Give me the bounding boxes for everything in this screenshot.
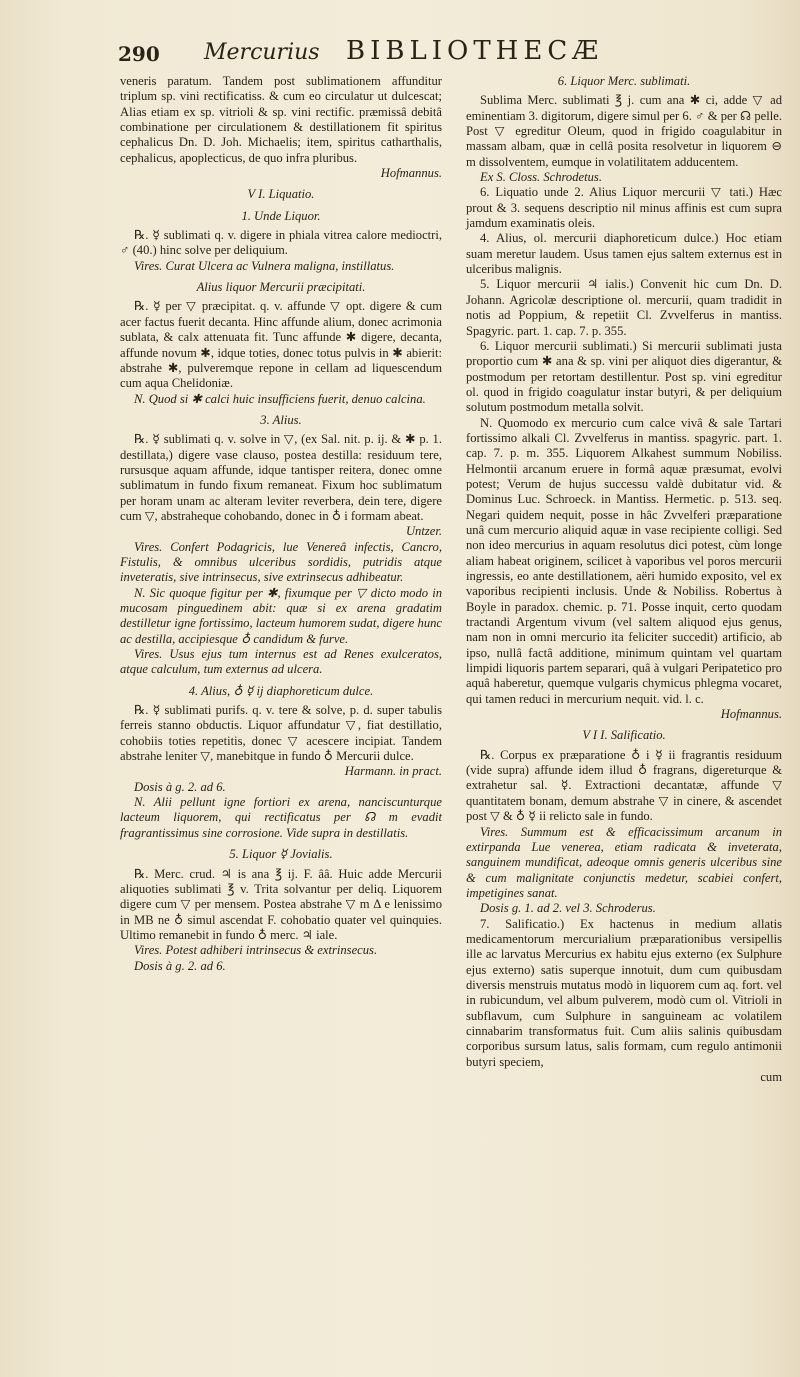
author-attribution: Hofmannus. (720, 707, 782, 722)
nota: N. Quod si ✱ calci huic insufficiens fuerit, denuo calcina. (134, 391, 426, 406)
running-word: Mercurius (204, 40, 320, 65)
commentary: 6. Liquatio unde 2. Alius Liquor mercurii ▽ tati.) Hæc prout & 3. sequens descriptio nil minus affinis est cum supra jamdum examinatis oleis. (466, 185, 782, 231)
commentary: 6. Liquor mercurii sublimati.) Si mercurii sublimati justa proportio cum ✱ ana & sp. vini per aliquot dies digerantur, & postmodum per retortam destillentur. Post sp. vini egreditur ol. quod in frigido coagulatur instar butyri, & per deliquium solutum postmodum metalla solvit. (466, 338, 782, 415)
running-header (118, 34, 770, 74)
vires-note: Vires. Potest adhiberi intrinsecus & extrinsecus. (134, 943, 378, 958)
author-attribution: Hofmannus. (380, 166, 442, 181)
commentary: 4. Alius, ol. mercurii diaphoreticum dulce.) Hoc etiam suam meretur laudem. Usus tamen ejus saltem externus est in ulceribus malignis. (466, 231, 782, 277)
recipe: ℞. ☿ sublimati q. v. digere in phiala vitrea calore medioctri, ♂ (40.) hinc solve per deliquium. (120, 228, 442, 258)
commentary: 5. Liquor mercurii ♃ ialis.) Convenit hic cum Dn. D. Johann. Agricolæ descriptione ol. mercurii, quam tradidit in notis ad Poppium, & repetiit Cl. Zvvelferus in mantiss. Spagyric. part. 1. cap. 7. p. 355. (466, 277, 782, 338)
section-heading: V I. Liquatio. (247, 187, 315, 202)
dosis-note: Dosis à g. 2. ad 6. (134, 779, 226, 794)
section-heading: V I I. Salificatio. (582, 728, 666, 743)
recipe: ℞. ☿ sublimati q. v. solve in ▽, (ex Sal. nit. p. ij. & ✱ p. 1. destillata,) digere vase clauso, postea destilla: residuum tere, rursusque aquam affunde, idque tantisper reitera, donec omne sublimatum in fundo fixum remaneat. Fixum hoc sublimatum per horam unam ac alteram leviter reverbera, dein tere, digere cum ▽, abstraheque cohobando, donec in ♁ i formam abeat. (120, 432, 442, 523)
subsection-heading: 5. Liquor ☿ Jovialis. (229, 847, 333, 862)
author-attribution: Untzer. (405, 524, 442, 539)
dosis-note: Dosis g. 1. ad 2. vel 3. Schroderus. (480, 901, 656, 916)
vires-note: Vires. Usus ejus tum internus est ad Renes exulceratos, atque calculum, tum externus ad ulcera. (120, 647, 442, 677)
subsection-heading: 1. Unde Liquor. (241, 208, 321, 223)
recipe: ℞. ☿ sublimati purifs. q. v. tere & solve, p. d. super tabulis ferreis stanno obductis. Liquor affundatur ▽, fiat destillatio, cohobiis toties repetitis, donec ▽ acescere incipiat. Tandem abstrahe leniter ▽, manebitque in fundo ♁ Mercurii dulce. (120, 703, 442, 764)
vires-note: Vires. Confert Podagricis, lue Venereâ infectis, Cancro, Fistulis, & omnibus ulceribus sordidis, putridis atque inveteratis, sive intrinsecus, sive extrinsecus adhibeatur. (120, 539, 442, 585)
dosis-note: Dosis à g. 2. ad 6. (134, 958, 226, 973)
subsection-heading: 4. Alius, ♁ ☿ ij diaphoreticum dulce. (188, 683, 374, 698)
subsection-heading: Alius liquor Mercurii præcipitati. (196, 280, 366, 295)
subsection-heading: 6. Liquor Merc. sublimati. (557, 74, 691, 88)
left-column (120, 74, 442, 974)
commentary: 7. Salificatio.) Ex hactenus in medium allatis medicamentorum mercurialium præparationibus versipellis ille ac larvatus Mercurius ex habitu ejus externo (ex Sulphure ejus externo) satis superque innotuit, dum cum quibusdam diversis menstruis mutatus modò in liquorem cum aq. fort. vel in rubicundum, vel album pulverem, modò cum ol. Vitrioli in subflavum, cum Sulphure in sanguineam ac volatilem cinnabarim transformatus fuit. Cum aliis salinis quibusdam corporibus sursum latus, salis formam, cum regulo antimonii butyri speciem, (466, 916, 782, 1069)
right-column (466, 74, 782, 1085)
recipe: ℞. Corpus ex præparatione ♁ i ☿ ii fragrantis residuum (vide supra) affunde idem illud ♁ fragrans, digereturque & extrahetur sal. ☿. Extractioni decantatæ, affunde ▽ quantitatem bonam, demum abstrahe ▽ in cinere, & ascendet post ▽ & ♁ ☿ ii relicto sale in fundo. (466, 747, 782, 824)
catchword: cum (760, 1070, 782, 1084)
recipe: ℞. Merc. crud. ♃ is ana ℥ ij. F. ââ. Huic adde Mercurii aliquoties sublimati ℥ v. Trita solvantur per deliq. Liquorem digere cum ▽ per mensem. Postea abstrahe ▽ m Δ e lenissimo in MB ne ♁ simul ascendat F. cohobatio quater vel quinquies. Ultimo remanebit in fundo ♁ merc. ♃ iale. (120, 866, 442, 942)
recipe: Sublima Merc. sublimati ℥ j. cum ana ✱ ci, adde ▽ ad eminentiam 3. digitorum, digere simul per 6. ♂ & per ☊ pelle. Post ▽ egreditur Oleum, quod in frigido coagulabitur in massam albam, quæ in cellâ posita resolvetur in liquorem ⊖ m dissolventem, eumque in volatilitatem adducentem. (466, 93, 782, 169)
author-attribution: Harmann. in pract. (344, 764, 442, 779)
paragraph: veneris paratum. Tandem post sublimationem affunditur triplum sp. vini rectificatiss. & cum eo circulatur ut dulcescat; Alias etiam ex sp. vitrioli & sp. vini rectific. præmissâ debitâ combinatione per circulationem & destillationem fit spiritus cephalicus Dn. D. Joh. Michaelis; item, spiritus catharthalis, cephalicus, apoplecticus, de quo infra pluribus. (120, 74, 442, 165)
nota: N. Sic quoque figitur per ✱, fixumque per ▽ dicto modo in mucosam pinguedinem abit: quæ si ex arena gradatim destilletur igne fortissimo, lacteum humorem sudat, digere hunc ac destilla, accipiesque ♁ candidum & furve. (120, 585, 442, 646)
subsection-heading: 3. Alius. (260, 412, 302, 427)
vires-note: Vires. Summum est & efficacissimum arcanum in extirpanda Lue venerea, etiam radicata & inveterata, sanguinem mundificat, adeoque omnis generis ulceribus sine & cum malignitate conjunctis medetur, scabiei confert, impetigines sanat. (466, 824, 782, 900)
nota: N. Alii pellunt igne fortiori ex arena, nanciscunturque lacteum liquorem, qui rectificatus per ☊ m evadit fragrantissimus sine corrosione. Vide supra in destillatis. (120, 795, 442, 840)
page-number: 290 (118, 42, 160, 66)
source-note: Ex S. Closs. Schrodetus. (480, 170, 602, 185)
running-title: BIBLIOTHECÆ (346, 36, 604, 66)
commentary: N. Quomodo ex mercurio cum calce vivâ & sale Tartari fortissimo alkali Cl. Zvvelferus in mantiss. spagyric. part. 1. cap. 7. p. m. 355. Liquorem Alkahest summum Nobiliss. Helmontii arcanum eruere in formâ aquæ præsumat, evolvi potest; Verum de hujus successu valdè dubitatur vid. & Dominus Luc. Schroeck. in Mantiss. Hermetic. p. 513. seq. Negari quidem nequit, posse in hâc Zvvelferi præparatione unâ cum mercurio aliquid aquæ in vase recipiente colligi. Sed non ideo mercurius in aquam resolutus dici potest, cùm longe aliam habeat originem, scilicet à vaporibus vel poros mercurii ingressis, eo ante destillationem, aëri humido exposito, vel ex vaporibus recipienti inclusis. Unde & Nobiliss. Robertus à Boyle in paradox. chemic. p. 71. Posse inquit, certo quodam tractandi Argentum vivum (vel saltem aliquod ejus genus, nam non in omni mercurio ita feliciter succedit) artificio, ab ipso, nullâ factâ additione, minimum quintam vel quartam limpidi liquoris partem separari, quâ à vulgari Peripatetico pro aquâ haberetur, quemque vulgaris chymicus phlegma vocaret, qui tamen reduci in mercurium nequit. vid. l. c. (466, 415, 782, 706)
recipe: ℞. ☿ per ▽ præcipitat. q. v. affunde ▽ opt. digere & cum acer factus fuerit decanta. Hinc affunde alium, donec acrimonia sublata, & calx attenuata fit. Tunc affunde ✱ digere, decanta, affunde novum ✱, idque toties, donec totus pulvis in ✱ abierit: abstrahe ✱, pulveremque repone in cellam ad liquescendum cum aqua Chelidoniæ. (120, 299, 442, 391)
vires-note: Vires. Curat Ulcera ac Vulnera maligna, instillatus. (134, 258, 395, 273)
